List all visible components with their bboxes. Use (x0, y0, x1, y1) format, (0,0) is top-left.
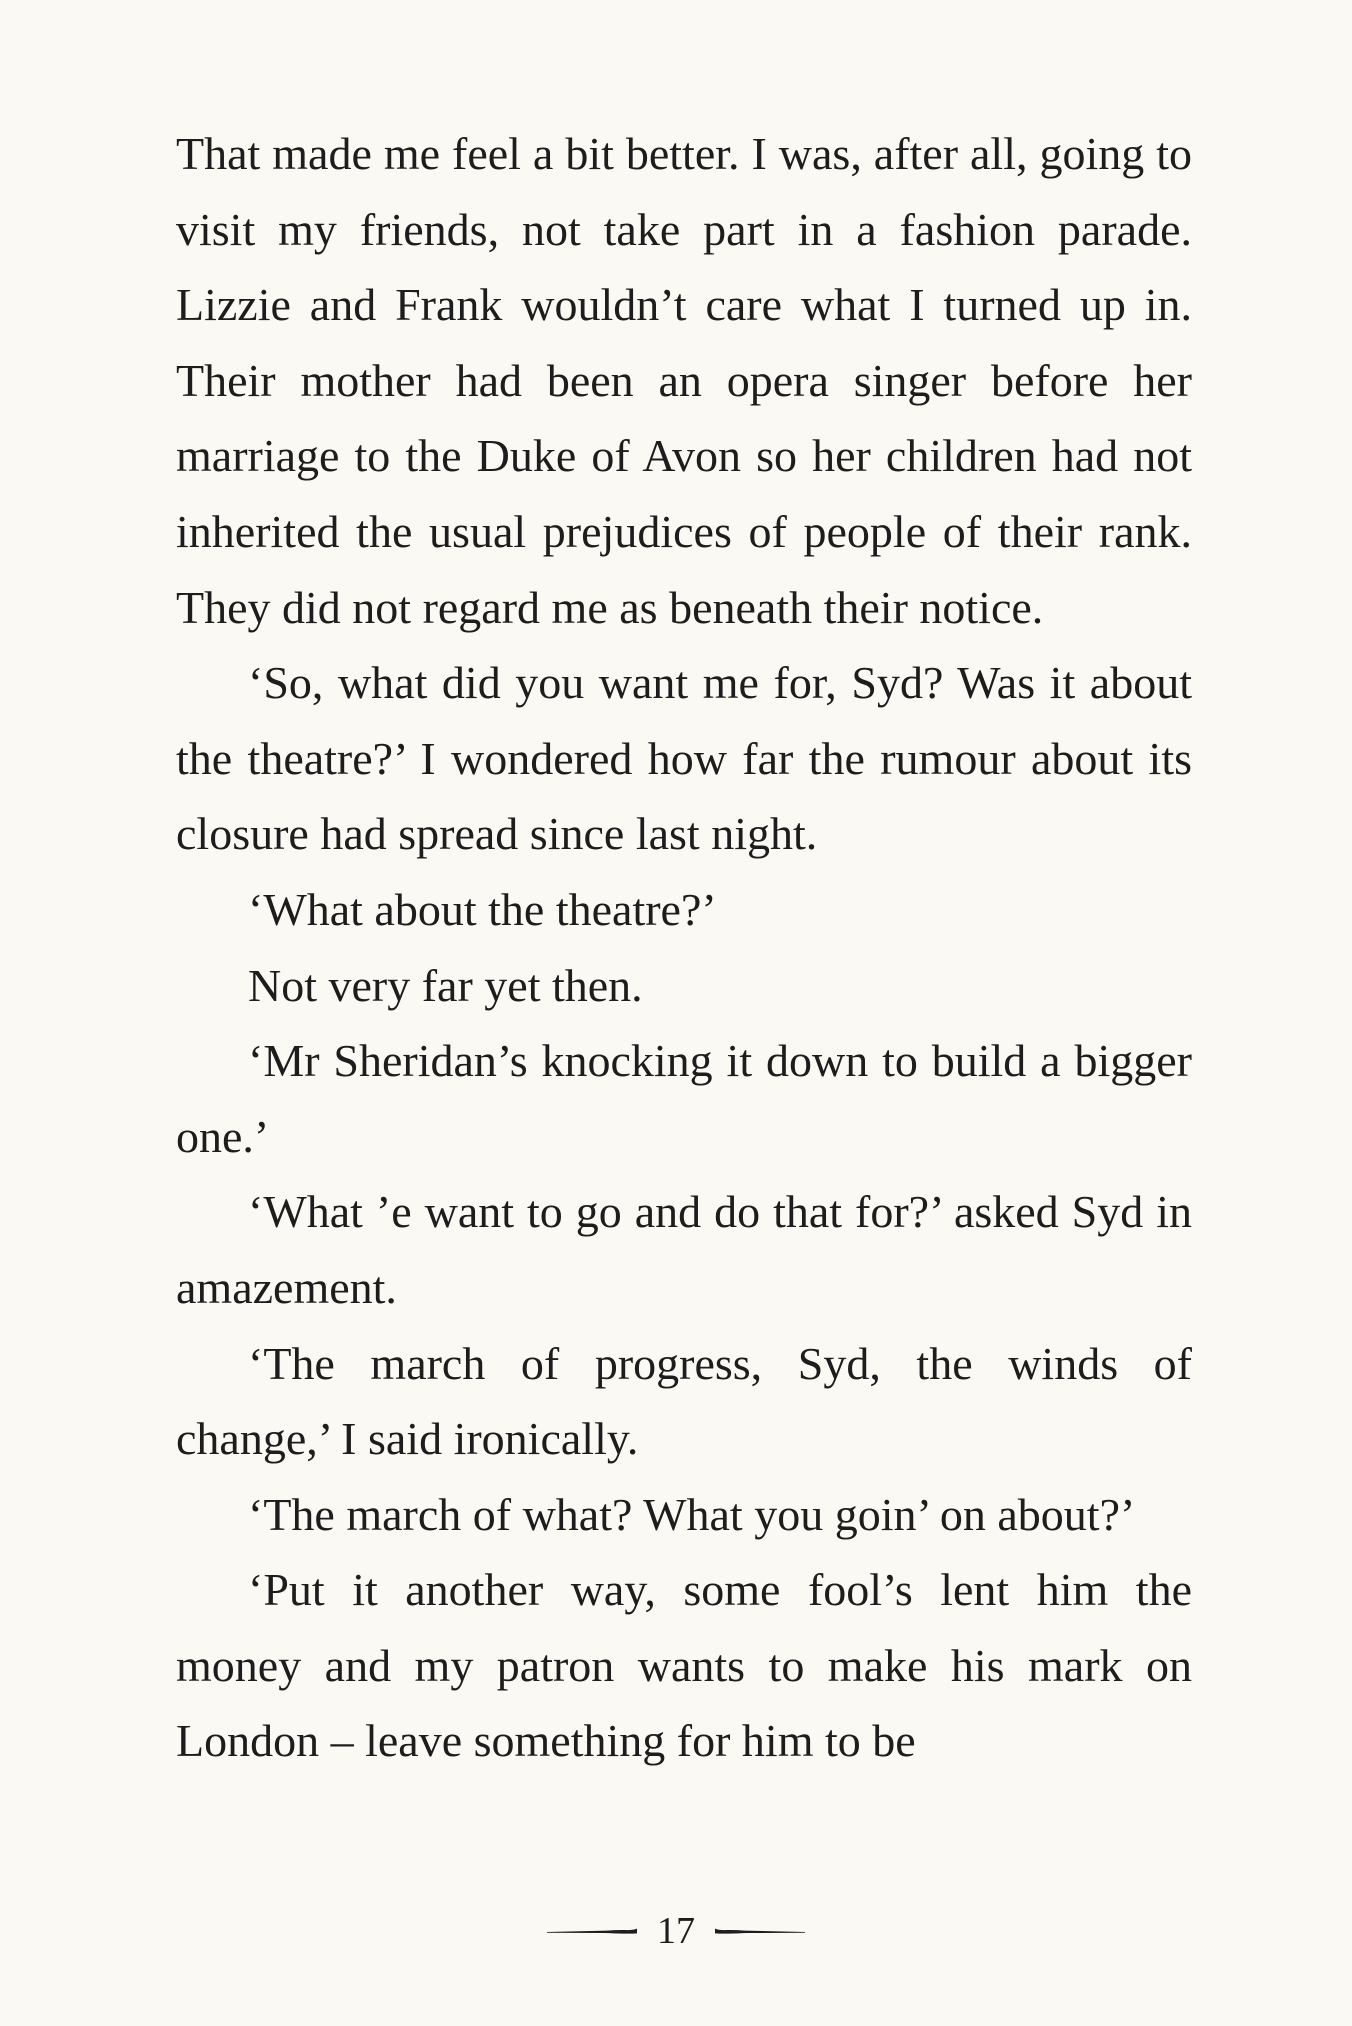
paragraph-7: ‘The march of progress, Syd, the winds of change,’ I said ironically. (176, 1337, 1192, 1465)
paragraph-2: ‘So, what did you want me for, Syd? Was it about the theatre?’ I wondered how far the rumour about its closure had spread since last night. (176, 657, 1192, 860)
paragraph-6: ‘What ’e want to go and do that for?’ asked Syd in amazement. (176, 1186, 1192, 1313)
body-text (176, 116, 1192, 1779)
paragraph-8: ‘The march of what? What you goin’ on about?’ (248, 1488, 1136, 1540)
page-footer (0, 1901, 1352, 1961)
paragraph-4: Not very far yet then. (248, 959, 643, 1011)
right-ornament-icon (713, 1923, 807, 1939)
paragraph-5: ‘Mr Sheridan’s knocking it down to build a bigger one.’ (176, 1035, 1192, 1162)
page-number: 17 (657, 1910, 695, 1952)
paragraph-1: That made me feel a bit better. I was, after all, going to visit my friends, not take part in a fashion parade. Lizzie and Frank wouldn’t care what I turned up in. Their mother had been an opera singer before her marriage to the Duke of Avon so her children had not inherited the usual prejudices of people of their rank. They did not regard me as beneath their notice. (176, 128, 1192, 633)
paragraph-9: ‘Put it another way, some fool’s lent him the money and my patron wants to make his mark on London – leave something for him to be (176, 1564, 1192, 1767)
paragraph-3: ‘What about the theatre?’ (248, 883, 717, 935)
left-ornament-icon (545, 1923, 639, 1939)
